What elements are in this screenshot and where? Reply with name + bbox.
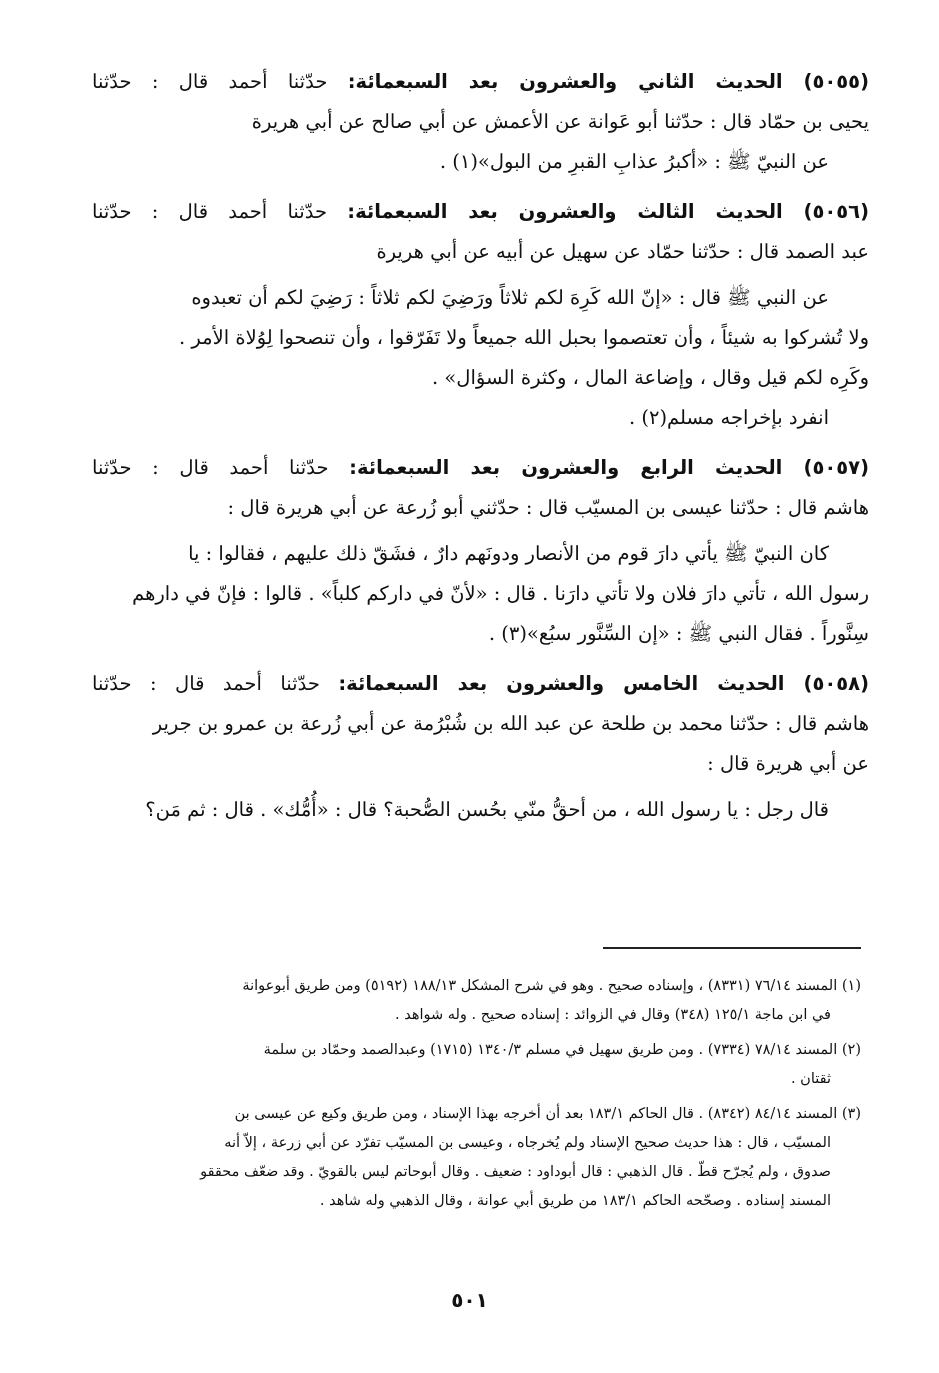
footnote-line: صدوق ، ولم يُجرّح قطّ . قال الذهبي : قال أبوداود : ضعيف . وقال أبوحاتم ليس بالقويّ . وقد ضعّف محققو [200, 1164, 831, 1180]
text-line: يحيى بن حمّاد قال : حدّثنا أبو عَوانة عن الأعمش عن أبي صالح عن أبي هريرة [251, 110, 869, 133]
hadith-opening-line [92, 448, 869, 488]
footnote-line: في ابن ماجة ١٢٥/١ (٣٤٨) وقال في الزوائد : إسناده صحيح . وله شواهد . [394, 1007, 831, 1023]
hadith-title: (٥٠٥٥) الحديث الثاني والعشرون بعد السبعمائة: [347, 70, 869, 93]
hadith-5055 [92, 62, 869, 182]
text-line: انفرد بإخراجه مسلم(٢) . [628, 406, 829, 429]
footnote-3 [100, 1100, 861, 1216]
text-line: عن أبي هريرة قال : [707, 752, 869, 775]
page-number: ٥٠١ [451, 1288, 488, 1312]
hadith-title: (٥٠٥٧) الحديث الرابع والعشرون بعد السبعمائة: [349, 456, 869, 479]
footnote-line: (١) المسند ٧٦/١٤ (٨٣٣١) ، وإسناده صحيح . وهو في شرح المشكل ١٨٨/١٣ (٥١٩٢) ومن طريق أبوعوانة [242, 978, 861, 994]
isnad-start: حدّثنا أحمد قال : حدّثنا [92, 456, 329, 479]
text-line: عن النبي ﷺ قال : «إنّ الله كَرِهَ لكم ثلاثاً ورَضِيَ لكم ثلاثاً : رَضِيَ لكم أن تعبدوه [191, 286, 829, 309]
text-line: عبد الصمد قال : حدّثنا حمّاد عن سهيل عن أبيه عن أبي هريرة [376, 240, 869, 263]
footnote-line: المسيّب ، قال : هذا حديث صحيح الإسناد ولم يُخرجاه ، وعيسى بن المسيّب تفرّد عن أبي زرعة ، إلاّ أنه [224, 1135, 831, 1151]
hadith-opening-line [92, 664, 869, 704]
hadith-5058 [92, 664, 869, 830]
isnad-start: حدّثنا أحمد قال : حدّثنا [92, 200, 328, 223]
footnotes [100, 972, 861, 1222]
text-line: عن النبيّ ﷺ : «أكبرُ عذابِ القبرِ من البول»(١) . [439, 150, 829, 173]
footnote-divider [603, 947, 861, 949]
hadith-5056 [92, 192, 869, 438]
hadith-opening-line [92, 192, 869, 232]
hadith-title: (٥٠٥٦) الحديث الثالث والعشرون بعد السبعمائة: [347, 200, 869, 223]
text-line: قال رجل : يا رسول الله ، من أحقُّ منّي بحُسن الصُّحبة؟ قال : «أُمُّك» . قال : ثم مَن؟ [145, 798, 829, 821]
text-line: رسول الله ، تأتي دارَ فلان ولا تأتي دارَنا . قال : «لأنّ في داركم كلباً» . قالوا : فإنّ في دارهم [132, 582, 869, 605]
footnote-line: (٢) المسند ٧٨/١٤ (٧٣٣٤) . ومن طريق سهيل في مسلم ١٣٤٠/٣ (١٧١٥) وعبدالصمد وحمّاد بن سلمة [263, 1042, 861, 1058]
hadith-title: (٥٠٥٨) الحديث الخامس والعشرون بعد السبعمائة: [338, 672, 869, 695]
text-line: وكَرِه لكم قيل وقال ، وإضاعة المال ، وكثرة السؤال» . [431, 366, 869, 389]
text-line: كان النبيّ ﷺ يأتي دارَ قوم من الأنصار ودونَهم دارٌ ، فشَقّ ذلك عليهم ، فقالوا : يا [188, 542, 829, 565]
text-line: ولا تُشركوا به شيئاً ، وأن تعتصموا بحبل الله جميعاً ولا تَفَرّقوا ، وأن تنصحوا لِوُلاة الأمر . [179, 326, 869, 349]
text-line: هاشم قال : حدّثنا محمد بن طلحة عن عبد الله بن شُبْرُمة عن أبي زُرعة بن عمرو بن جرير [152, 712, 869, 735]
hadith-5057 [92, 448, 869, 654]
footnote-line: المسند إسناده . وصحّحه الحاكم ١٨٣/١ من طريق أبي عوانة ، وقال الذهبي وله شاهد . [319, 1193, 831, 1209]
main-text [92, 62, 869, 840]
text-line: هاشم قال : حدّثنا عيسى بن المسيّب قال : حدّثني أبو زُرعة عن أبي هريرة قال : [227, 496, 869, 519]
footnote-2 [100, 1036, 861, 1094]
footnote-line: (٣) المسند ٨٤/١٤ (٨٣٤٢) . قال الحاكم ١٨٣/١ بعد أن أخرجه بهذا الإسناد ، ومن طريق وكيع عن عيسى بن [234, 1106, 861, 1122]
footnote-line: ثقتان . [790, 1071, 831, 1087]
isnad-start: حدّثنا أحمد قال : حدّثنا [92, 70, 328, 93]
footnote-1 [100, 972, 861, 1030]
hadith-opening-line [92, 62, 869, 102]
text-line: سِنَّوراً . فقال النبي ﷺ : «إن السِّنَّور سبُع»(٣) . [488, 622, 869, 645]
isnad-start: حدّثنا أحمد قال : حدّثنا [92, 672, 320, 695]
